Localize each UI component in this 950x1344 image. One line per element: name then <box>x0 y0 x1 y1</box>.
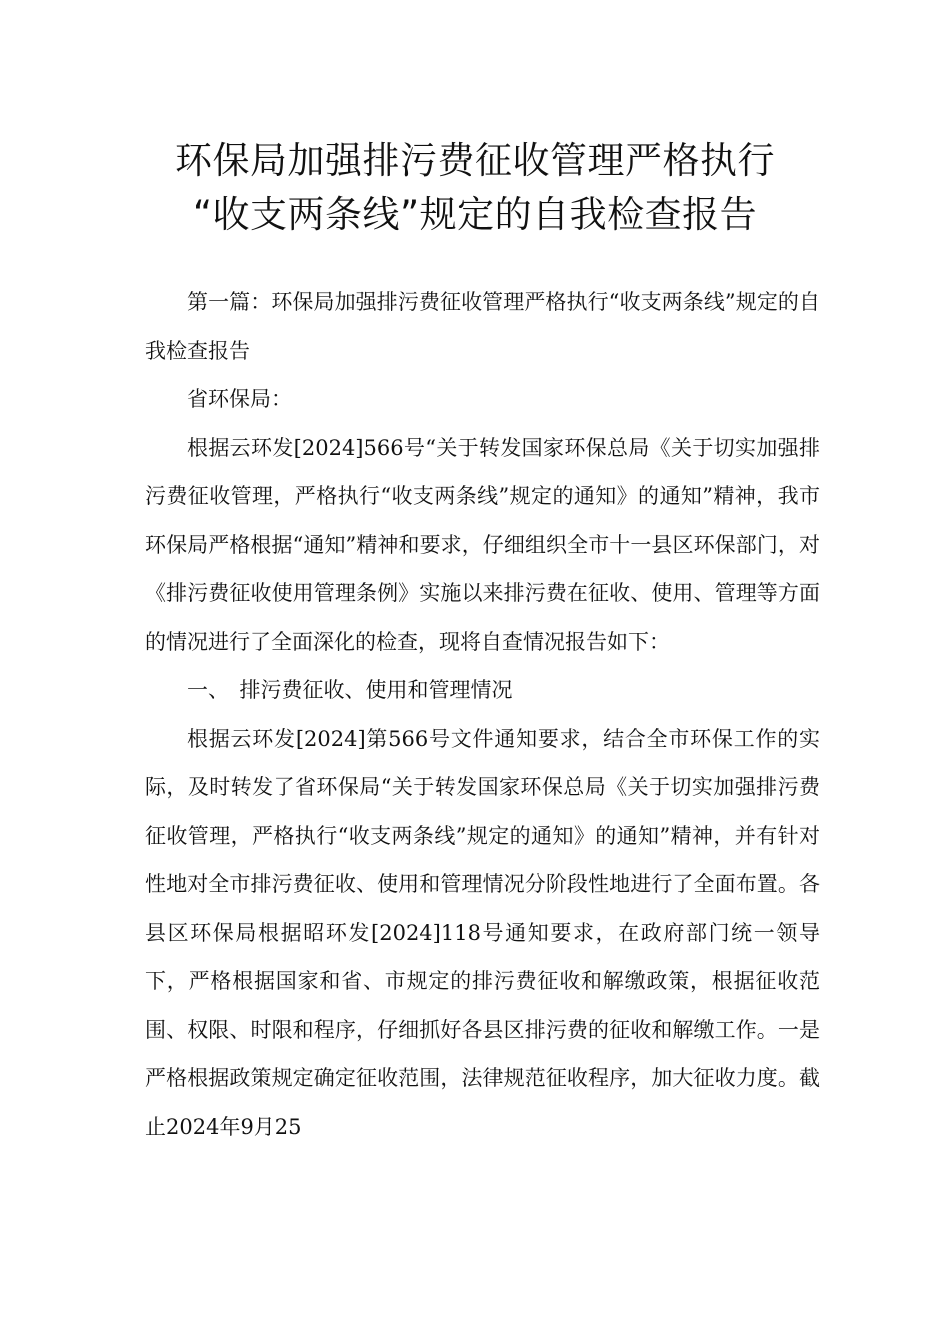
section-heading: 一、 排污费征收、使用和管理情况 <box>187 678 513 702</box>
chapter-heading: 第一篇：环保局加强排污费征收管理严格执行“收支两条线”规定的自我检查报告 <box>145 290 820 363</box>
body-paragraph: 根据云环发[2024]第566号文件通知要求，结合全市环保工作的实际，及时转发了省环保局“关于转发国家环保总局《关于切实加强排污费征收管理，严格执行“收支两条线”规定的通知》的通知”精神，并有针对性地对全市排污费征收、使用和管理情况分阶段性地进行了全面布置。各县区环保局根据昭环发[2024]118号通知要求，在政府部门统一领导下，严格根据国家和省、市规定的排污费征收和解缴政策，根据征收范围、权限、时限和程序，仔细抓好各县区排污费的征收和解缴工作。一是严格根据政策规定确定征收范围，法律规范征收程序，加大征收力度。截止2024年9月25 <box>145 726 820 1139</box>
body-paragraph: 根据云环发[2024]566号“关于转发国家环保总局《关于切实加强排污费征收管理，严格执行“收支两条线”规定的通知》的通知”精神，我市环保局严格根据“通知”精神和要求，仔细组织全市十一县区环保部门，对《排污费征收使用管理条例》实施以来排污费在征收、使用、管理等方面的情况进行了全面深化的检查，现将自查情况报告如下： <box>145 435 820 654</box>
document-title-line-1: 环保局加强排污费征收管理严格执行 <box>175 139 775 182</box>
salutation: 省环保局： <box>187 387 292 411</box>
document-body <box>145 278 820 1151</box>
document-title-line-2: “收支两条线”规定的自我检查报告 <box>192 193 758 236</box>
